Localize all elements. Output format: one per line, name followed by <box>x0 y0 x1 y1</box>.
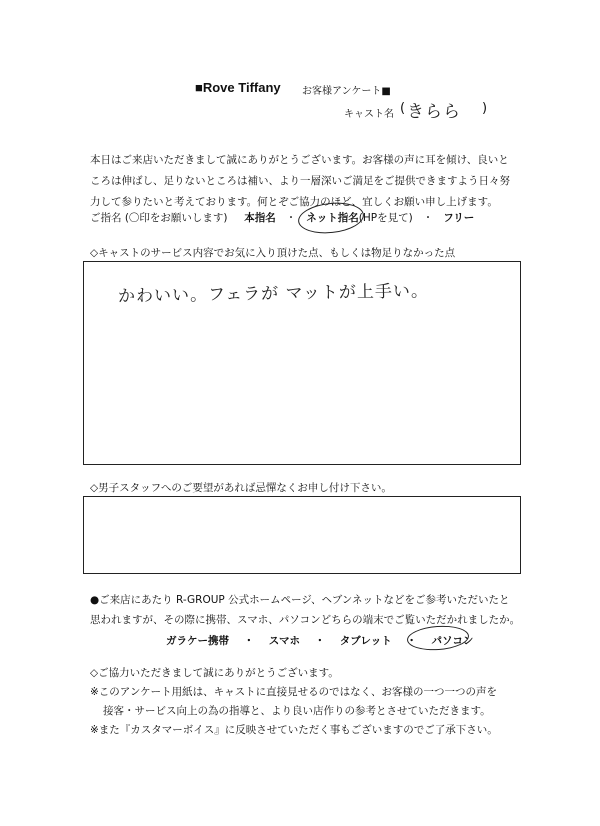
cast-service-handwritten-answer: かわいい。フェラが マットが上手い。 <box>117 281 430 307</box>
staff-request-answer-box[interactable] <box>83 496 521 574</box>
device-question-line-2: 思われますが、その際に携帯、スマホ、パソコンどちらの端末でご覧いただかれましたか。 <box>90 614 521 626</box>
nomination-separator: ・ <box>285 212 297 224</box>
nomination-option-free[interactable]: フリー <box>443 212 475 224</box>
footer-note-1: ※このアンケート用紙は、キャストに直接見せるのではなく、お客様の一つ一つの声を <box>90 686 497 698</box>
footer-note-2: 接客・サービス向上の為の指導と、より良い店作りの参考とさせていただきます。 <box>103 705 491 717</box>
cast-name-handwritten: きらら <box>407 102 461 122</box>
cast-name-paren-open: ( <box>400 101 406 116</box>
cast-service-section-title: ◇キャストのサービス内容でお気に入り頂けた点、もしくは物足りなかった点 <box>90 247 456 259</box>
nomination-option-net-note: (HPを見て) <box>358 212 413 224</box>
device-separator: ・ <box>243 635 255 647</box>
nomination-row <box>90 210 474 225</box>
device-separator: ・ <box>406 635 417 647</box>
nomination-option-net[interactable]: ネット指名 <box>306 212 359 224</box>
cast-name-label: キャスト名 <box>344 109 394 120</box>
intro-line-1: 本日はご来店いただきまして誠にありがとうございます。お客様の声に耳を傾け、良いと <box>90 154 509 166</box>
nomination-label: ご指名 (〇印をお願いします) <box>90 212 228 224</box>
footer-thanks: ◇ご協力いただきまして誠にありがとうございます。 <box>90 667 339 679</box>
survey-title: お客様アンケート■ <box>302 86 391 97</box>
nomination-option-regular[interactable]: 本指名 <box>244 212 276 224</box>
device-option-smartphone[interactable]: スマホ <box>268 635 301 647</box>
store-name: ■Rove Tiffany <box>195 80 281 95</box>
intro-line-3: 力して参りたいと考えております。何とぞご協力のほど、宜しくお願い申し上げます。 <box>90 196 498 208</box>
device-option-feature-phone[interactable]: ガラケー携帯 <box>166 635 229 647</box>
footer-note-3: ※また『カスタマーボイス』に反映させていただく事もございますのでご了承下さい。 <box>90 724 498 736</box>
device-option-tablet[interactable]: タブレット <box>339 635 392 647</box>
intro-line-2: ころは伸ばし、足りないところは補い、より一層深いご満足をご提供できますよう日々努 <box>90 175 510 187</box>
device-question-line-1: ●ご来店にあたり R-GROUP 公式ホームページ、ヘブンネットなどをご参考いただいたと <box>90 594 510 606</box>
device-separator: ・ <box>314 635 326 647</box>
device-option-pc[interactable]: パソコン <box>431 635 474 647</box>
cast-name-paren-close: ) <box>482 101 488 116</box>
staff-request-section-title: ◇男子スタッフへのご要望があれば忌憚なくお申し付け下さい。 <box>90 482 392 494</box>
nomination-separator: ・ <box>422 212 434 224</box>
